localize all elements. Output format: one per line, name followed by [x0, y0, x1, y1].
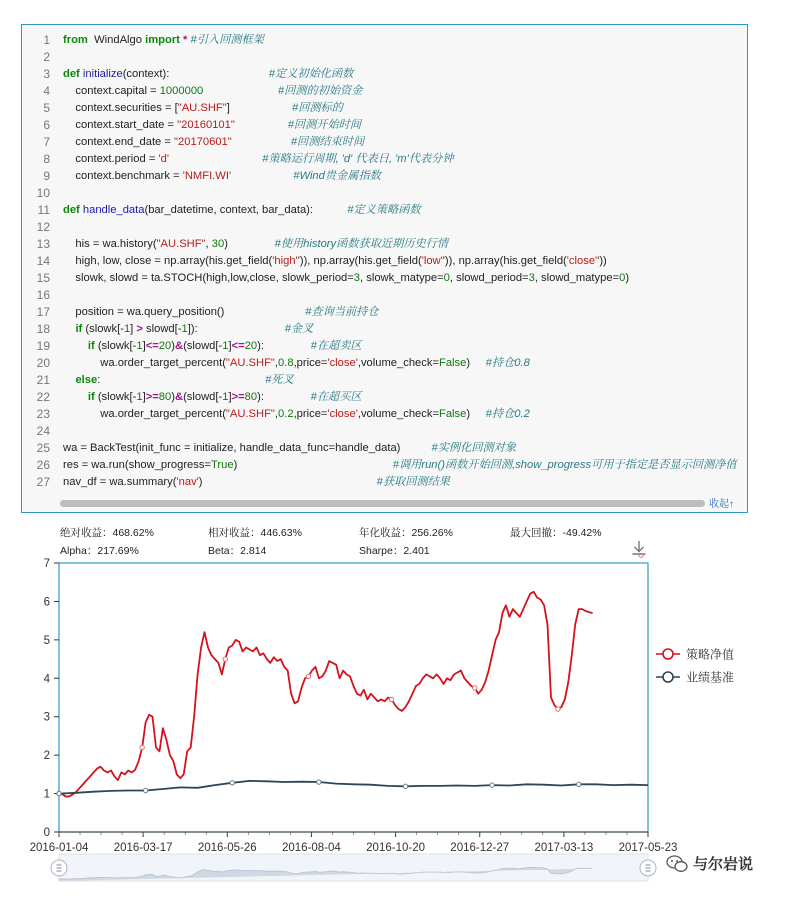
y-tick-label: 3 [43, 711, 50, 724]
x-tick-label: 2016-10-20 [366, 842, 425, 854]
y-tick-label: 4 [43, 673, 50, 686]
code-token [235, 119, 288, 131]
line-number: 9 [43, 169, 50, 183]
line-source [63, 440, 516, 457]
code-token: , [274, 408, 278, 420]
code-token: 'NMFI.WI' [182, 170, 232, 182]
code-token: ] [130, 323, 137, 335]
line-number: 10 [36, 186, 50, 200]
code-token: ,price= [293, 357, 328, 369]
code-token [400, 442, 431, 454]
code-token: ) [233, 459, 238, 471]
code-token: "AU.SHF" [177, 102, 227, 114]
code-token [237, 459, 392, 471]
series-point[interactable] [223, 657, 227, 661]
x-tick-label: 2016-03-17 [113, 842, 173, 854]
code-token: nav_df = wa.summary( [63, 476, 177, 488]
line-source [63, 474, 450, 491]
series-point[interactable] [143, 788, 147, 792]
stat-sharpe: Sharpe：2.401 [359, 545, 430, 557]
code-token: ) [171, 340, 175, 352]
code-token: 1 [123, 323, 131, 335]
line-number: 8 [43, 152, 50, 166]
code-token [264, 340, 311, 352]
code-token [228, 238, 275, 250]
line-number: 2 [43, 50, 50, 64]
line-source [63, 304, 379, 321]
line-number: 16 [36, 288, 50, 302]
code-token: context.securities = [ [63, 102, 178, 114]
series-line-0[interactable] [59, 592, 593, 797]
code-token: ')), np.array(his.get_field( [442, 255, 567, 267]
line-number: 22 [36, 390, 50, 404]
code-token: ] [142, 340, 146, 352]
line-number: 24 [36, 424, 50, 438]
legend-marker[interactable] [663, 672, 673, 682]
code-token: if [75, 323, 83, 335]
code-token: position = wa.query_position() [63, 306, 225, 318]
series-point[interactable] [230, 781, 234, 785]
code-token: ')) [597, 255, 607, 267]
code-token: 80 [158, 391, 172, 403]
line-number: 19 [36, 339, 50, 353]
code-token: >= [231, 391, 245, 403]
code-token: initialize [82, 68, 123, 80]
x-tick-label: 2017-05-23 [618, 842, 678, 854]
code-token: > [136, 323, 143, 335]
code-token: wa = BackTest(init_func = initialize, handle_data_func=handle_data) [63, 442, 401, 454]
y-tick-label: 2 [43, 750, 50, 763]
stat-alpha: Alpha：217.69% [60, 545, 139, 557]
code-token: ) [466, 357, 471, 369]
code-token: (bar_datetime, context, bar_data): [144, 204, 314, 216]
line-number: 7 [43, 135, 50, 149]
line-number: 12 [36, 220, 50, 234]
code-token: context.period = [63, 153, 159, 165]
code-token: ,volume_check= [357, 357, 439, 369]
line-number: 11 [37, 203, 50, 217]
chart-series [57, 555, 648, 797]
code-token: 20 [244, 340, 258, 352]
line-source [63, 457, 737, 474]
code-token: ) [198, 476, 203, 488]
code-token: "20170601" [174, 136, 232, 148]
code-token: 1 [222, 391, 229, 403]
code-token: 'high' [272, 255, 298, 267]
series-point[interactable] [490, 783, 494, 787]
code-token: #死叉 [265, 374, 294, 386]
code-token: else [75, 374, 98, 386]
code-token: slowd[- [142, 323, 182, 335]
chart-axes [30, 558, 678, 854]
code-token: , [274, 357, 278, 369]
x-tick-label: 2017-03-13 [534, 842, 594, 854]
code-token: , slowd_matype= [534, 272, 620, 284]
series-point[interactable] [317, 780, 321, 784]
code-token: #回测的初始资金 [277, 85, 363, 97]
code-token: #引入回测框架 [187, 34, 264, 46]
code-token: context.start_date = [63, 119, 178, 131]
code-token [169, 153, 262, 165]
code-token: high, low, close = np.array(his.get_field( [63, 255, 273, 267]
code-token: #定义初始化函数 [268, 68, 354, 80]
code-token: 1 [136, 340, 143, 352]
code-token: ): [257, 391, 264, 403]
line-number: 26 [36, 458, 50, 472]
line-number: 17 [36, 305, 50, 319]
code-token: 3 [353, 272, 361, 284]
code-token: 1000000 [159, 85, 204, 97]
code-token: ] [142, 391, 146, 403]
code-token: ) [466, 408, 471, 420]
code-token: ) [625, 272, 630, 284]
code-token: #持仓0.8 [485, 357, 530, 369]
line-number: 1 [43, 33, 50, 47]
line-number: 4 [43, 84, 50, 98]
series-point[interactable] [556, 707, 560, 711]
code-token: "AU.SHF" [225, 357, 275, 369]
x-tick-label: 2016-01-04 [29, 842, 89, 854]
code-token [231, 170, 293, 182]
series-point[interactable] [389, 697, 393, 701]
code-token: #Wind贵金属指数 [293, 170, 381, 182]
legend-marker[interactable] [663, 649, 673, 659]
code-token: (slowd[- [183, 391, 223, 403]
code-token: * [179, 34, 188, 46]
code-token [63, 374, 75, 386]
code-token: his = wa.history( [63, 238, 157, 250]
y-tick-label: 5 [43, 634, 50, 647]
code-token: <= [231, 340, 245, 352]
code-token [470, 357, 486, 369]
code-token: & [174, 391, 184, 403]
code-token: context.benchmark = [63, 170, 183, 182]
code-token: import [145, 34, 180, 46]
series-point[interactable] [473, 686, 477, 690]
code-token: True [211, 459, 234, 471]
code-token: 'close' [566, 255, 598, 267]
code-token: #持仓0.2 [485, 408, 530, 420]
line-source [63, 321, 313, 338]
x-tick-label: 2016-12-27 [450, 842, 510, 854]
code-token: if [87, 391, 95, 403]
line-source [63, 270, 629, 287]
code-token: ] [228, 391, 232, 403]
code-token [169, 68, 268, 80]
stat-beta: Beta：2.814 [208, 545, 267, 557]
code-token: #策略运行周期, 'd' 代表日, 'm'代表分钟 [262, 153, 454, 165]
code-token: 1 [222, 340, 229, 352]
data-zoom-slider[interactable] [51, 854, 656, 881]
code-token: >= [145, 391, 159, 403]
code-token: (slowk[- [94, 340, 137, 352]
code-token: 'low' [421, 255, 443, 267]
stat-absolute-return: 绝对收益：468.62% [60, 527, 154, 539]
code-token: (slowk[- [94, 391, 137, 403]
code-token: #在超买区 [310, 391, 362, 403]
line-number: 27 [36, 475, 50, 489]
code-token: 0.8 [278, 357, 294, 369]
code-token: wa.order_target_percent( [63, 408, 226, 420]
line-number: 23 [36, 407, 50, 421]
series-point[interactable] [639, 555, 643, 557]
code-token [63, 391, 88, 403]
series-point[interactable] [577, 782, 581, 786]
code-token [264, 391, 311, 403]
stat-relative-return: 相对收益：446.63% [208, 527, 302, 539]
nav-chart [0, 555, 790, 898]
code-token [230, 102, 292, 114]
code-token: 0 [619, 272, 626, 284]
line-source [63, 372, 294, 389]
code-token [203, 476, 377, 488]
line-source [63, 32, 264, 49]
code-token: 1 [181, 323, 188, 335]
code-token [232, 136, 291, 148]
code-token [313, 204, 347, 216]
code-token: 'd' [158, 153, 169, 165]
code-token: #定义策略函数 [347, 204, 421, 216]
legend-label[interactable]: 策略净值 [686, 647, 735, 662]
code-token: ) [171, 391, 175, 403]
code-token [63, 323, 75, 335]
line-number: 6 [43, 118, 50, 132]
code-token: 80 [244, 391, 258, 403]
code-token [224, 306, 305, 318]
code-token: , slowd_period= [449, 272, 529, 284]
code-token: #获取回测结果 [376, 476, 450, 488]
code-token: wa.order_target_percent( [63, 357, 226, 369]
line-source [63, 83, 362, 100]
line-source [63, 66, 353, 83]
code-token: 0 [443, 272, 450, 284]
code-token: res = wa.run(show_progress= [63, 459, 211, 471]
legend-label[interactable]: 业绩基准 [686, 670, 735, 685]
code-token [198, 323, 285, 335]
code-token: context.capital = [63, 85, 160, 97]
code-token: (slowk[- [82, 323, 124, 335]
y-tick-label: 6 [43, 596, 50, 609]
code-token: slowk, slowd = ta.STOCH(high,low,close, slowk_period= [63, 272, 354, 284]
line-source [63, 151, 454, 168]
code-token: & [174, 340, 184, 352]
code-token: context.end_date = [63, 136, 175, 148]
line-source [63, 338, 362, 355]
y-tick-label: 0 [43, 827, 50, 839]
x-tick-label: 2016-08-04 [282, 842, 341, 854]
line-source [63, 236, 448, 253]
code-token: , [205, 238, 212, 250]
code-token: ')), np.array(his.get_field( [297, 255, 422, 267]
code-token: ,price= [293, 408, 328, 420]
code-editor[interactable] [21, 24, 748, 513]
collapse-button[interactable]: 收起↑ [709, 499, 734, 510]
code-token [470, 408, 486, 420]
line-number: 15 [36, 271, 50, 285]
code-token: WindAlgo [87, 34, 146, 46]
code-token: 30 [211, 238, 225, 250]
line-source [63, 253, 607, 270]
code-token: #调用run()函数开始回测,show_progress可用于指定是否显示回测净值 [392, 459, 737, 471]
line-number: 5 [43, 101, 50, 115]
code-token: , slowk_matype= [360, 272, 444, 284]
line-number: 21 [36, 373, 50, 387]
line-source [63, 117, 361, 134]
code-token: 'nav' [176, 476, 199, 488]
chart-legend[interactable] [656, 647, 734, 685]
y-tick-label: 1 [43, 788, 50, 801]
code-token: ) [224, 238, 228, 250]
code-token [203, 85, 278, 97]
code-token: 3 [528, 272, 535, 284]
series-point[interactable] [57, 791, 61, 795]
code-token: ]): [187, 323, 198, 335]
line-source [63, 134, 364, 151]
code-token: #查询当前持仓 [305, 306, 379, 318]
code-token: 20 [158, 340, 172, 352]
wechat-icon [666, 855, 688, 873]
line-number: 18 [36, 322, 50, 336]
watermark-text: 与尔岩说 [693, 856, 754, 873]
series-point[interactable] [403, 784, 407, 788]
code-token: <= [145, 340, 159, 352]
code-token: #使用history函数获取近期历史行情 [274, 238, 449, 250]
code-token: handle_data [82, 204, 145, 216]
x-tick-label: 2016-05-26 [197, 842, 257, 854]
line-number: 20 [36, 356, 50, 370]
code-token: #金叉 [284, 323, 314, 335]
code-token: 1 [136, 391, 143, 403]
code-token: ): [257, 340, 264, 352]
code-token: def [63, 68, 80, 80]
line-source [63, 355, 530, 372]
code-token: from [63, 34, 88, 46]
line-source [63, 202, 421, 219]
code-token: "20160101" [177, 119, 235, 131]
code-token: 0.2 [278, 408, 294, 420]
code-token: ] [228, 340, 232, 352]
code-token: #回测标的 [291, 102, 343, 114]
line-source [63, 406, 530, 423]
watermark [666, 853, 753, 874]
code-token: : [97, 374, 101, 386]
stat-max-drawdown: 最大回撤：-49.42% [510, 527, 602, 539]
code-token [63, 340, 88, 352]
code-token: #实例化回测对象 [431, 442, 517, 454]
line-source [63, 168, 381, 185]
code-token: False [439, 408, 467, 420]
code-token: #在超卖区 [310, 340, 362, 352]
code-token [100, 374, 265, 386]
code-token: ] [226, 102, 230, 114]
line-number: 14 [36, 254, 50, 268]
line-source [63, 100, 343, 117]
line-number: 3 [43, 67, 50, 81]
line-number: 13 [36, 237, 50, 251]
code-token: "AU.SHF" [225, 408, 275, 420]
code-token: "AU.SHF" [156, 238, 206, 250]
line-source [63, 389, 362, 406]
code-token: False [439, 357, 467, 369]
code-token: #回测结束时间 [290, 136, 365, 148]
series-point[interactable] [140, 745, 144, 749]
code-token: 'close' [327, 408, 358, 420]
code-token: def [63, 204, 80, 216]
line-number: 25 [36, 441, 50, 455]
code-token: (slowd[- [183, 340, 223, 352]
horizontal-scrollbar[interactable] [60, 500, 705, 507]
code-token: 'close' [327, 357, 358, 369]
stat-annual-return: 年化收益：256.26% [359, 527, 453, 539]
code-token: (context): [122, 68, 170, 80]
y-tick-label: 7 [43, 558, 50, 570]
code-token: ,volume_check= [357, 408, 439, 420]
series-point[interactable] [306, 674, 310, 678]
code-token: #回测开始时间 [287, 119, 362, 131]
code-token: if [87, 340, 95, 352]
